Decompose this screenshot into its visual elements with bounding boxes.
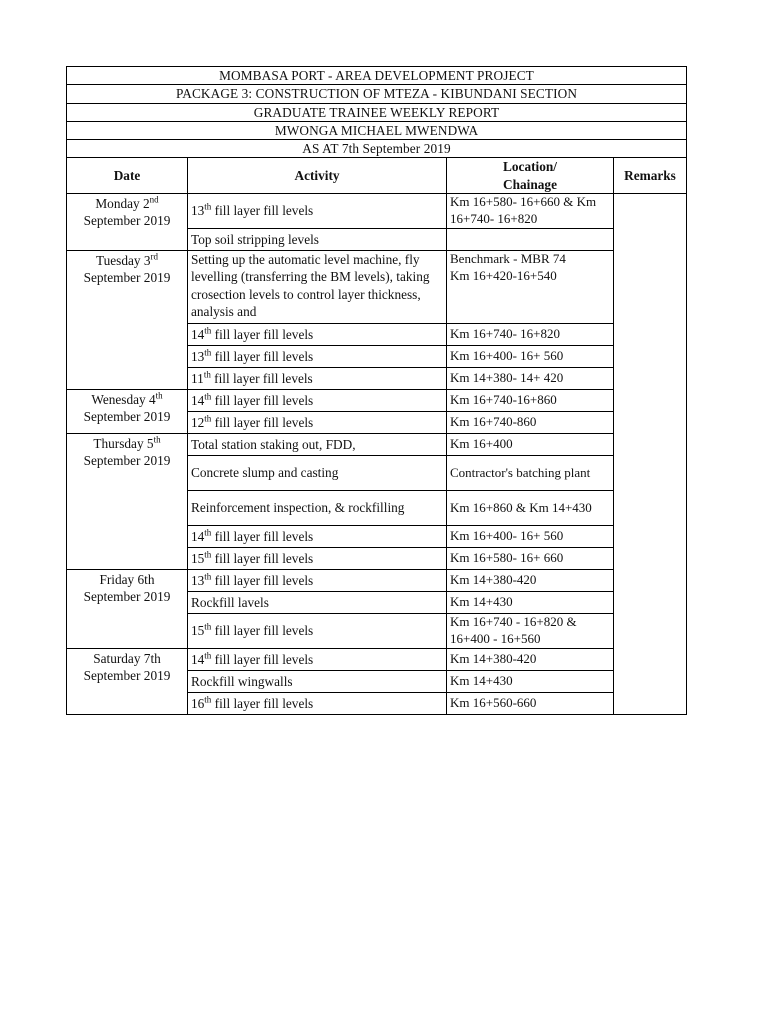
weekly-report-table — [66, 66, 687, 715]
date-cell-thursday — [67, 433, 188, 569]
activity-cell: 13th fill layer fill levels — [188, 193, 447, 228]
date-line: September 2019 — [83, 409, 171, 425]
location-cell: Km 16+860 & Km 14+430 — [447, 490, 614, 525]
date-cell-wednesday — [67, 389, 188, 433]
table-row — [67, 648, 687, 670]
location-cell: Km 14+380- 14+ 420 — [447, 367, 614, 389]
location-cell: Km 14+430 — [447, 670, 614, 692]
activity-cell: 14th fill layer fill levels — [188, 389, 447, 411]
location-line: Km 16+420-16+540 — [450, 267, 557, 283]
location-cell — [447, 228, 614, 250]
table-row — [67, 433, 687, 455]
column-header-remarks: Remarks — [614, 158, 687, 194]
activity-cell: 12th fill layer fill levels — [188, 411, 447, 433]
location-cell: Contractor's batching plant — [447, 455, 614, 490]
report-title: GRADUATE TRAINEE WEEKLY REPORT — [67, 103, 687, 121]
location-cell: Km 16+740-16+860 — [447, 389, 614, 411]
activity-cell: 15th fill layer fill levels — [188, 547, 447, 569]
activity-cell: 14th fill layer fill levels — [188, 525, 447, 547]
location-cell: Km 16+400 — [447, 433, 614, 455]
location-cell: Km 16+400- 16+ 560 — [447, 525, 614, 547]
activity-cell: Reinforcement inspection, & rockfilling — [188, 490, 447, 525]
date-line: Wenesday 4th — [91, 390, 163, 407]
date-line: Friday 6th — [99, 571, 155, 587]
location-cell: Km 16+740- 16+820 — [447, 323, 614, 345]
package-title: PACKAGE 3: CONSTRUCTION OF MTEZA - KIBUNDANI SECTION — [67, 85, 687, 103]
date-line: September 2019 — [83, 668, 171, 684]
date-cell-monday — [67, 193, 188, 250]
activity-cell: 15th fill layer fill levels — [188, 613, 447, 648]
date-line: September 2019 — [83, 213, 171, 229]
location-cell: Km 16+740 - 16+820 & 16+400 - 16+560 — [447, 613, 614, 648]
column-header-location-line1: Location/ — [503, 159, 557, 175]
activity-cell: Rockfill lavels — [188, 591, 447, 613]
location-cell: Km 14+430 — [447, 591, 614, 613]
activity-cell: Rockfill wingwalls — [188, 670, 447, 692]
location-cell: Km 16+560-660 — [447, 692, 614, 714]
location-cell: Km 16+580- 16+ 660 — [447, 547, 614, 569]
column-header-location-line2: Chainage — [503, 176, 557, 192]
remarks-cell — [614, 193, 687, 714]
date-line: Thursday 5th — [93, 434, 161, 451]
activity-cell: 13th fill layer fill levels — [188, 569, 447, 591]
activity-cell: 13th fill layer fill levels — [188, 345, 447, 367]
date-line: Tuesday 3rd — [95, 251, 159, 268]
table-row — [67, 389, 687, 411]
activity-cell: Setting up the automatic level machine, fly levelling (transferring the BM levels), taking crosection levels to control layer thickness, analysis and — [188, 250, 447, 323]
column-header-activity: Activity — [188, 158, 447, 194]
activity-cell: Concrete slump and casting — [188, 455, 447, 490]
activity-cell: 16th fill layer fill levels — [188, 692, 447, 714]
location-line: Benchmark - MBR 74 — [450, 250, 566, 266]
date-line: September 2019 — [83, 589, 171, 605]
column-header-location — [447, 158, 614, 194]
table-row — [67, 569, 687, 591]
table-row — [67, 193, 687, 228]
activity-cell: Top soil stripping levels — [188, 228, 447, 250]
date-line: September 2019 — [83, 270, 171, 286]
date-cell-tuesday — [67, 250, 188, 389]
location-cell: Km 14+380-420 — [447, 569, 614, 591]
date-cell-saturday — [67, 648, 188, 714]
date-line: September 2019 — [83, 453, 171, 469]
activity-cell: 14th fill layer fill levels — [188, 323, 447, 345]
location-cell: Km 14+380-420 — [447, 648, 614, 670]
location-cell — [447, 250, 614, 323]
table-row — [67, 250, 687, 323]
date-cell-friday — [67, 569, 188, 648]
activity-cell: Total station staking out, FDD, — [188, 433, 447, 455]
project-title: MOMBASA PORT - AREA DEVELOPMENT PROJECT — [67, 67, 687, 85]
location-cell: Km 16+740-860 — [447, 411, 614, 433]
date-line: Saturday 7th — [93, 650, 161, 666]
location-cell: Km 16+580- 16+660 & Km 16+740- 16+820 — [447, 193, 614, 228]
report-date: AS AT 7th September 2019 — [67, 140, 687, 158]
date-line: Monday 2nd — [95, 194, 159, 211]
column-header-date: Date — [67, 158, 188, 194]
trainee-name: MWONGA MICHAEL MWENDWA — [67, 121, 687, 139]
location-cell: Km 16+400- 16+ 560 — [447, 345, 614, 367]
activity-cell: 14th fill layer fill levels — [188, 648, 447, 670]
activity-cell: 11th fill layer fill levels — [188, 367, 447, 389]
